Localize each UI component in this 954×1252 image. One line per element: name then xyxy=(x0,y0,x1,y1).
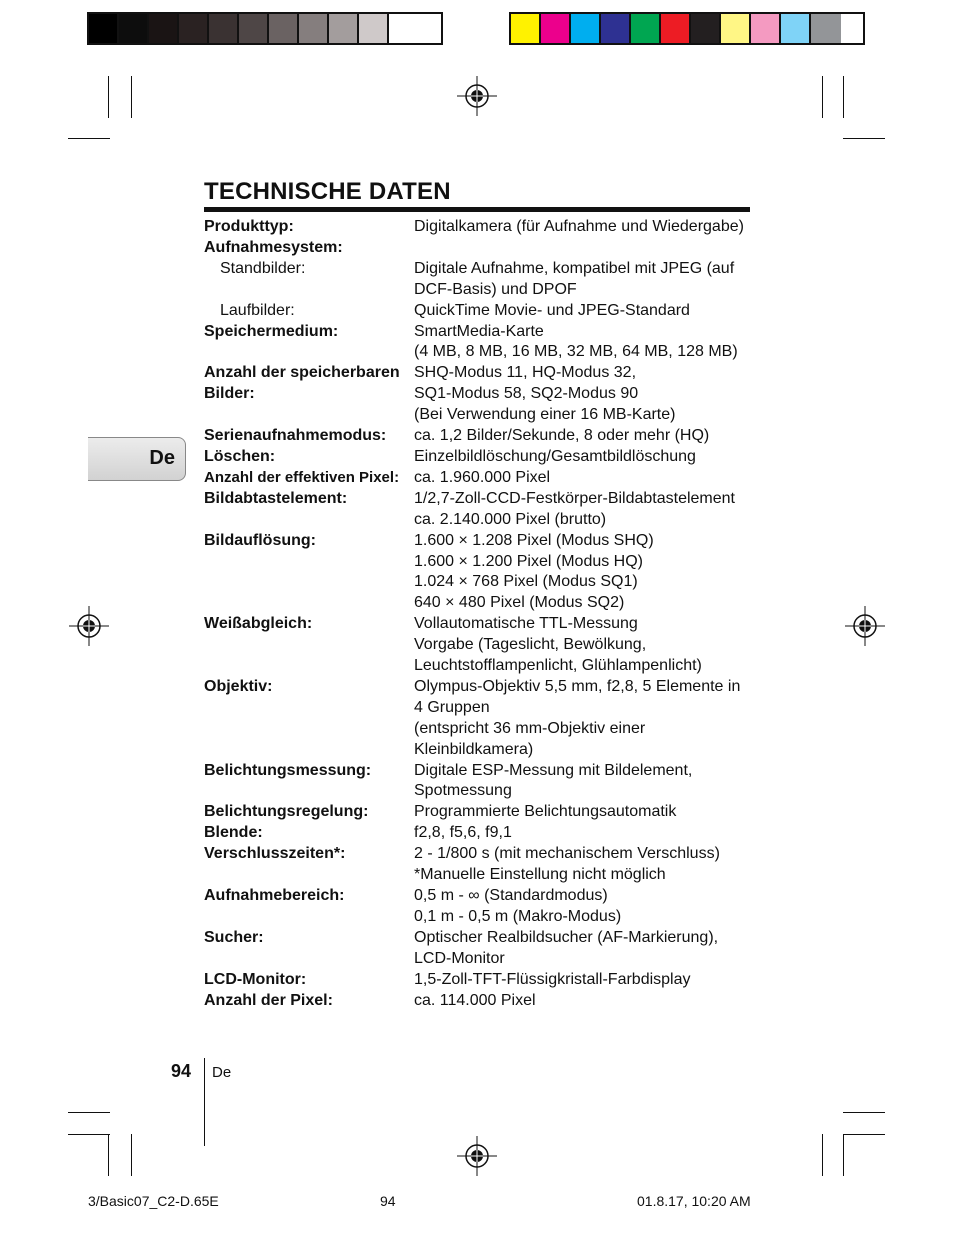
spec-value: ca. 1,2 Bilder/Sekunde, 8 oder mehr (HQ) xyxy=(414,427,710,445)
crop-mark xyxy=(843,1112,885,1113)
spec-row xyxy=(204,865,764,886)
page-divider xyxy=(204,1058,205,1146)
spec-value: ca. 114.000 Pixel xyxy=(414,991,536,1009)
crop-mark xyxy=(843,1134,885,1135)
spec-label: Aufnahmebereich: xyxy=(204,887,345,904)
color-swatch xyxy=(299,14,329,43)
spec-value: Kleinbildkamera) xyxy=(414,740,534,758)
color-swatch xyxy=(511,14,541,43)
spec-row xyxy=(204,802,764,823)
color-swatch xyxy=(179,14,209,43)
spec-label xyxy=(204,907,414,928)
color-swatch xyxy=(811,14,841,43)
spec-label: Blende: xyxy=(204,824,263,842)
spec-value: 4 Gruppen xyxy=(414,698,490,716)
spec-value: Spotmessung xyxy=(414,782,512,800)
spec-label: Serienaufnahmemodus: xyxy=(204,427,387,445)
spec-label xyxy=(204,552,414,573)
color-swatch xyxy=(359,14,389,43)
color-swatch xyxy=(721,14,751,43)
crop-mark xyxy=(822,1134,823,1176)
spec-value: 0,5 m - ∞ (Standardmodus) xyxy=(414,887,608,904)
spec-row xyxy=(204,928,764,949)
spec-row xyxy=(204,761,764,782)
spec-row xyxy=(204,698,764,719)
spec-label xyxy=(204,572,414,593)
registration-mark-icon xyxy=(457,1136,497,1176)
spec-value: 1.600 × 1.208 Pixel (Modus SHQ) xyxy=(414,531,654,549)
spec-row xyxy=(204,593,764,614)
spec-row xyxy=(204,572,764,593)
registration-mark-icon xyxy=(69,606,109,646)
spec-value: DCF-Basis) und DPOF xyxy=(414,280,577,298)
color-swatch xyxy=(691,14,721,43)
spec-value: LCD-Monitor xyxy=(414,949,505,967)
color-swatch xyxy=(89,14,119,43)
language-tab xyxy=(88,437,186,481)
spec-label xyxy=(204,949,414,970)
spec-row xyxy=(204,342,764,363)
spec-row xyxy=(204,447,764,468)
spec-row xyxy=(204,614,764,635)
spec-label xyxy=(204,342,414,363)
spec-row xyxy=(204,384,764,405)
spec-label: Bilder: xyxy=(204,385,255,403)
color-swatch xyxy=(601,14,631,43)
spec-label: Sucher: xyxy=(204,928,264,946)
color-swatch xyxy=(541,14,571,43)
spec-label: Belichtungsmessung: xyxy=(204,761,372,779)
spec-value: Vorgabe (Tageslicht, Bewölkung, xyxy=(414,636,647,654)
color-swatch xyxy=(751,14,781,43)
spec-value: ca. 2.140.000 Pixel (brutto) xyxy=(414,510,607,528)
color-swatch xyxy=(631,14,661,43)
spec-row xyxy=(204,844,764,865)
spec-label xyxy=(204,635,414,656)
spec-label: Speichermedium: xyxy=(204,322,339,340)
spec-value: 2 - 1/800 s (mit mechanischem Verschluss) xyxy=(414,845,720,863)
color-swatch xyxy=(571,14,601,43)
spec-label: Weißabgleich: xyxy=(204,615,313,633)
spec-label: LCD-Monitor: xyxy=(204,970,307,988)
color-swatch xyxy=(661,14,691,43)
spec-row xyxy=(204,991,764,1012)
spec-row xyxy=(204,531,764,552)
spec-value: 1.600 × 1.200 Pixel (Modus HQ) xyxy=(414,552,644,570)
spec-label: Standbilder: xyxy=(220,259,306,277)
spec-value: SQ1-Modus 58, SQ2-Modus 90 xyxy=(414,385,639,403)
spec-row xyxy=(204,677,764,698)
spec-row xyxy=(204,405,764,426)
color-swatch xyxy=(781,14,811,43)
spec-label xyxy=(204,865,414,886)
crop-mark xyxy=(131,1134,132,1176)
registration-mark-icon xyxy=(457,76,497,116)
footer-page: 94 xyxy=(380,1193,396,1209)
spec-label: Anzahl der speicherbaren xyxy=(204,364,400,382)
crop-mark xyxy=(843,76,844,118)
spec-row xyxy=(204,970,764,991)
color-swatch xyxy=(329,14,359,43)
spec-row xyxy=(204,823,764,844)
registration-mark-icon xyxy=(845,606,885,646)
page-language: De xyxy=(212,1064,232,1081)
spec-value: 1.024 × 768 Pixel (Modus SQ1) xyxy=(414,573,638,591)
spec-value: Optischer Realbildsucher (AF-Markierung), xyxy=(414,928,719,946)
spec-value: ca. 1.960.000 Pixel xyxy=(414,468,551,486)
spec-label xyxy=(204,405,414,426)
spec-value: Olympus-Objektiv 5,5 mm, f2,8, 5 Elemente in xyxy=(414,677,741,695)
spec-row xyxy=(204,886,764,907)
spec-row xyxy=(204,510,764,531)
footer-timestamp: 01.8.17, 10:20 AM xyxy=(637,1193,751,1209)
spec-label: Bildabtastelement: xyxy=(204,489,348,507)
spec-row xyxy=(204,322,764,343)
spec-row xyxy=(204,949,764,970)
crop-mark xyxy=(108,76,109,118)
spec-value: *Manuelle Einstellung nicht möglich xyxy=(414,866,666,884)
color-swatch xyxy=(389,14,419,43)
spec-label xyxy=(204,280,414,301)
spec-label: Belichtungsregelung: xyxy=(204,803,369,821)
crop-mark xyxy=(843,1134,844,1176)
color-swatch xyxy=(239,14,269,43)
spec-label xyxy=(204,698,414,719)
spec-row xyxy=(204,426,764,447)
spec-row xyxy=(204,719,764,740)
spec-table xyxy=(204,217,764,1011)
page-title: TECHNISCHE DATEN xyxy=(204,178,451,205)
spec-value: SHQ-Modus 11, HQ-Modus 32, xyxy=(414,364,637,382)
page-number: 94 xyxy=(171,1061,192,1081)
spec-row xyxy=(204,259,764,280)
spec-value: Leuchtstofflampenlicht, Glühlampenlicht) xyxy=(414,657,702,675)
color-calibration-bar xyxy=(509,12,865,45)
spec-label: Produkttyp: xyxy=(204,218,294,235)
spec-value: Einzelbildlöschung/Gesamtbildlöschung xyxy=(414,447,696,465)
spec-value: (entspricht 36 mm-Objektiv einer xyxy=(414,719,646,737)
spec-value: Programmierte Belichtungsautomatik xyxy=(414,803,677,821)
spec-label xyxy=(204,593,414,614)
spec-label: Objektiv: xyxy=(204,677,273,695)
footer-filename: 3/Basic07_C2-D.65E xyxy=(88,1193,219,1209)
spec-label: Anzahl der effektiven Pixel: xyxy=(204,468,400,486)
spec-label: Verschlusszeiten*: xyxy=(204,845,346,863)
spec-value: Digitale ESP-Messung mit Bildelement, xyxy=(414,761,693,779)
crop-mark xyxy=(68,1134,110,1135)
spec-value: Vollautomatische TTL-Messung xyxy=(414,615,638,633)
crop-mark xyxy=(822,76,823,118)
spec-row xyxy=(204,635,764,656)
spec-row xyxy=(204,280,764,301)
crop-mark xyxy=(68,138,110,139)
spec-row xyxy=(204,907,764,928)
crop-mark xyxy=(131,76,132,118)
spec-value xyxy=(414,238,764,259)
spec-label: Bildauflösung: xyxy=(204,531,316,549)
crop-mark xyxy=(68,1112,110,1113)
spec-row xyxy=(204,301,764,322)
spec-value: SmartMedia-Karte xyxy=(414,322,544,340)
spec-value: Digitalkamera (für Aufnahme und Wiedergabe) xyxy=(414,218,744,235)
spec-value: 640 × 480 Pixel (Modus SQ2) xyxy=(414,594,625,612)
spec-value: f2,8, f5,6, f9,1 xyxy=(414,824,512,842)
spec-value: (4 MB, 8 MB, 16 MB, 32 MB, 64 MB, 128 MB) xyxy=(414,343,738,361)
color-swatch xyxy=(269,14,299,43)
spec-value: 0,1 m - 0,5 m (Makro-Modus) xyxy=(414,907,622,925)
color-swatch xyxy=(209,14,239,43)
spec-value: Digitale Aufnahme, kompatibel mit JPEG (auf xyxy=(414,259,735,277)
spec-label: Anzahl der Pixel: xyxy=(204,991,333,1009)
color-swatch xyxy=(149,14,179,43)
spec-value: 1/2,7-Zoll-CCD-Festkörper-Bildabtastelement xyxy=(414,489,735,507)
spec-label: Aufnahmesystem: xyxy=(204,238,343,256)
crop-mark xyxy=(108,1134,109,1176)
spec-label xyxy=(204,781,414,802)
spec-row xyxy=(204,740,764,761)
spec-row xyxy=(204,217,764,238)
title-rule xyxy=(204,207,750,212)
spec-label xyxy=(204,656,414,677)
spec-label: Löschen: xyxy=(204,447,276,465)
spec-row xyxy=(204,552,764,573)
spec-label xyxy=(204,740,414,761)
spec-row xyxy=(204,468,764,489)
crop-mark xyxy=(843,138,885,139)
spec-row xyxy=(204,489,764,510)
spec-value: QuickTime Movie- und JPEG-Standard xyxy=(414,301,690,319)
spec-value: 1,5-Zoll-TFT-Flüssigkristall-Farbdisplay xyxy=(414,970,691,988)
color-swatch xyxy=(119,14,149,43)
spec-row xyxy=(204,363,764,384)
language-tab-label: De xyxy=(149,447,175,469)
spec-row xyxy=(204,781,764,802)
grayscale-calibration-bar xyxy=(87,12,443,45)
spec-row xyxy=(204,656,764,677)
spec-row xyxy=(204,238,764,259)
spec-label xyxy=(204,719,414,740)
spec-label xyxy=(204,510,414,531)
spec-value: (Bei Verwendung einer 16 MB-Karte) xyxy=(414,406,676,424)
spec-label: Laufbilder: xyxy=(220,301,295,319)
